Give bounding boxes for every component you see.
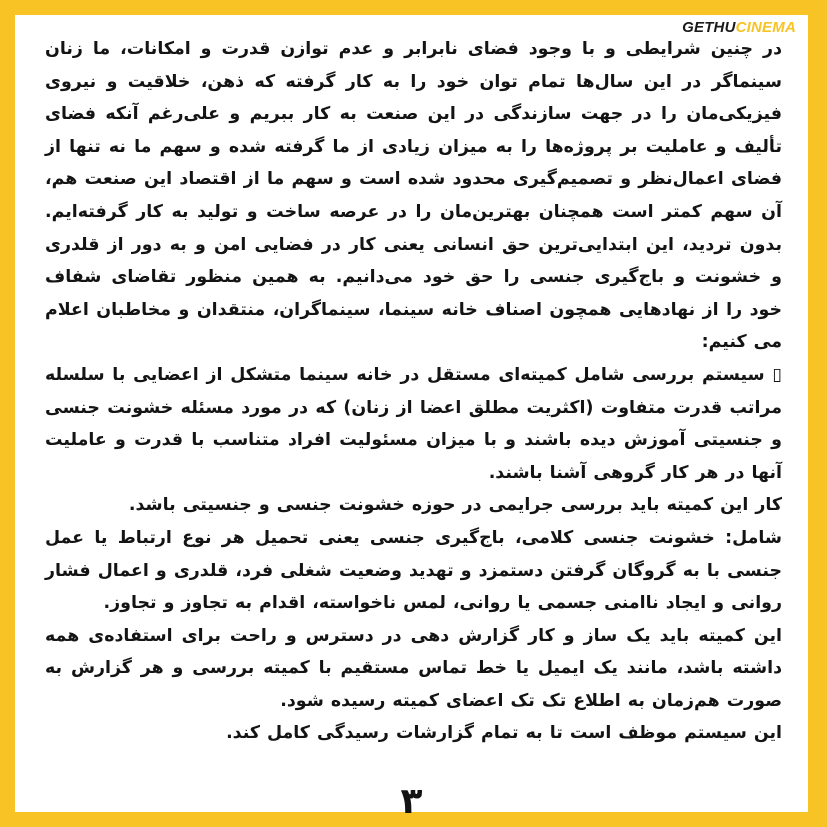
paragraph-reporting: این کمیته باید یک ساز و کار گزارش دهی در دسترس و راحت برای استفاده‌ی همه داشته باشد، مانند یک ایمیل یا خط تماس مستقیم با کمیته بررسی و هر گزارش به صورت هم‌زمان به اطلاع تک تک اعضای کمیته رسیده شود. (45, 625, 782, 711)
page-frame (15, 15, 808, 822)
logo-text-gethu: GETHU (682, 19, 736, 36)
paragraph-violations-list: شامل: خشونت جنسی کلامی، باج‌گیری جنسی یعنی تحمیل هر نوع ارتباط یا عمل جنسی با به گروگان گرفتن دستمزد و تهدید وضعیت شغلی فرد، قلدری و اعمال فشار روانی و ایجاد ناامنی جسمی یا روانی، لمس ناخواسته، اقدام به تجاوز و تجاوز. (45, 527, 782, 614)
paragraph-committee: ▯ سیستم بررسی شامل کمیته‌ای مستقل در خانه سینما متشکل از اعضایی با سلسله مراتب قدرت متفاوت (اکثریت مطلق اعضا از زنان) که در مورد مسئله خشونت جنسی و جنسیتی آموزش دیده باشند و با میزان مسئولیت افراد متناسب با قدرت و عاملیت آنها در هر کار گروهی آشنا باشند. (45, 364, 782, 483)
paragraph-committee-scope: کار این کمیته باید بررسی جرایمی در حوزه خشونت جنسی و جنسیتی باشد. (128, 495, 782, 516)
statement-text (45, 33, 782, 750)
paragraph-intro: در چنین شرایطی و با وجود فضای نابرابر و عدم توازن قدرت و امکانات، ما زنان سینماگر در این سال‌ها تمام توان خود را به کار گرفته که ذهن، خلاقیت و نیروی فیزیکی‌مان را در جهت سازندگی در این صنعت به کار ببریم و علی‌رغم آنکه فضای تألیف و عاملیت بر پروژه‌ها را به میزان زیادی از ما گرفته شده و سهم ما نه تنها از فضای اعمال‌نظر و تصمیم‌گیری محدود شده است و سهم ما از اقتصاد این صنعت هم، آن سهم کمتر است همچنان بهترین‌مان را در عرصه ساخت و تولید به کار گرفته‌ایم. بدون تردید، این ابتدایی‌ترین حق انسانی یعنی کار در فضایی امن و به دور از قلدری و خشونت و باج‌گیری جنسی را حق خود می‌دانیم. به همین منظور تقاضای شفاف خود را از نهادهایی همچون اصناف خانه سینما، سینماگران، منتقدان و مخاطبان اعلام می کنیم: (45, 39, 782, 353)
paragraph-obligation: این سیستم موظف است تا به تمام گزارشات رسیدگی کامل کند. (226, 723, 782, 744)
logo-text-cinema: CINEMA (735, 19, 796, 36)
page-number: ۳ (400, 781, 423, 822)
